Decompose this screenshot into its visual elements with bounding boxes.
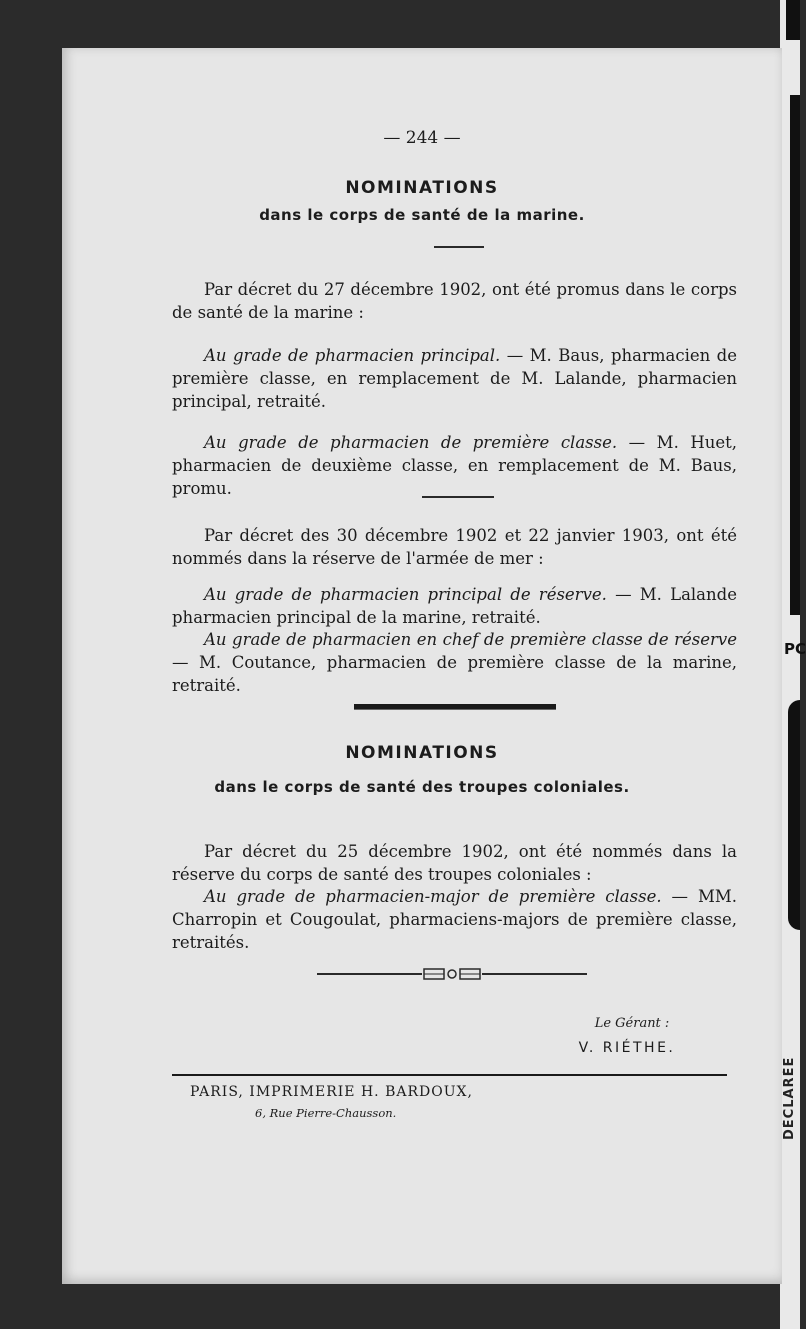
nomination-text: — M. Baus, pharmacien de première classe, en remplacement de M. Lalande, pharmacien principal, retraité. (172, 346, 737, 411)
ornament-divider (317, 966, 587, 982)
signature-label: Le Gérant : (594, 1016, 670, 1031)
grade-title: Au grade de pharmacien-major de première classe. (204, 887, 662, 906)
grade-title: Au grade de pharmacien en chef de première classe de réserve (204, 630, 737, 649)
printer-name: PARIS, IMPRIMERIE H. BARDOUX, (190, 1084, 473, 1100)
section1-decree: Par décret du 27 décembre 1902, ont été promus dans le corps de santé de la marine : (172, 280, 737, 322)
section3-subtitle: dans le corps de santé des troupes coloniales. (214, 778, 630, 796)
section-divider (354, 704, 556, 710)
section2-decree: Par décret des 30 décembre 1902 et 22 janvier 1903, ont été nommés dans la réserve de l'armée de mer : (172, 526, 737, 568)
nomination-text: — MM. Charropin et Cougoulat, pharmaciens-majors de première classe, retraités. (172, 887, 738, 952)
section2-item1 (172, 583, 737, 629)
signature-name: V. RIÉTHE. (578, 1040, 676, 1056)
edge-text: PC (784, 640, 806, 658)
section3-title: NOMINATIONS (345, 743, 499, 763)
section1-item2 (172, 431, 737, 500)
page-number: — 244 — (383, 128, 461, 148)
edge-bar (788, 700, 800, 930)
printer-address: 6, Rue Pierre-Chausson. (255, 1106, 397, 1120)
grade-title: Au grade de pharmacien principal de réserve. (204, 585, 607, 604)
section2-item2 (172, 628, 737, 697)
grade-title: Au grade de pharmacien de première classe. (204, 433, 618, 452)
section3-item1 (172, 885, 737, 954)
ornament-line (482, 973, 587, 975)
nomination-text: — M. Huet, pharmacien de deuxième classe, en remplacement de M. Baus, promu. (172, 433, 737, 498)
grade-title: Au grade de pharmacien principal. (204, 346, 501, 365)
nomination-text: — M. Coutance, pharmacien de première classe de la marine, retraité. (172, 653, 737, 695)
adjacent-page-edge (780, 0, 806, 1329)
ornament-icon (422, 967, 482, 981)
short-rule (434, 246, 484, 248)
footer-rule (172, 1074, 727, 1076)
edge-bar (786, 0, 800, 40)
short-rule (422, 496, 494, 498)
edge-bar (790, 95, 800, 615)
edge-vertical-text: DÉCLARÉE (782, 1056, 797, 1140)
section1-subtitle: dans le corps de santé de la marine. (259, 206, 585, 224)
section3-decree: Par décret du 25 décembre 1902, ont été nommés dans la réserve du corps de santé des troupes coloniales : (172, 842, 737, 884)
ornament-line (317, 973, 422, 975)
nomination-text: — M. Lalande pharmacien principal de la marine, retraité. (172, 585, 737, 627)
section1-title: NOMINATIONS (345, 178, 499, 198)
document-page (62, 48, 782, 1284)
section1-item1 (172, 344, 737, 413)
